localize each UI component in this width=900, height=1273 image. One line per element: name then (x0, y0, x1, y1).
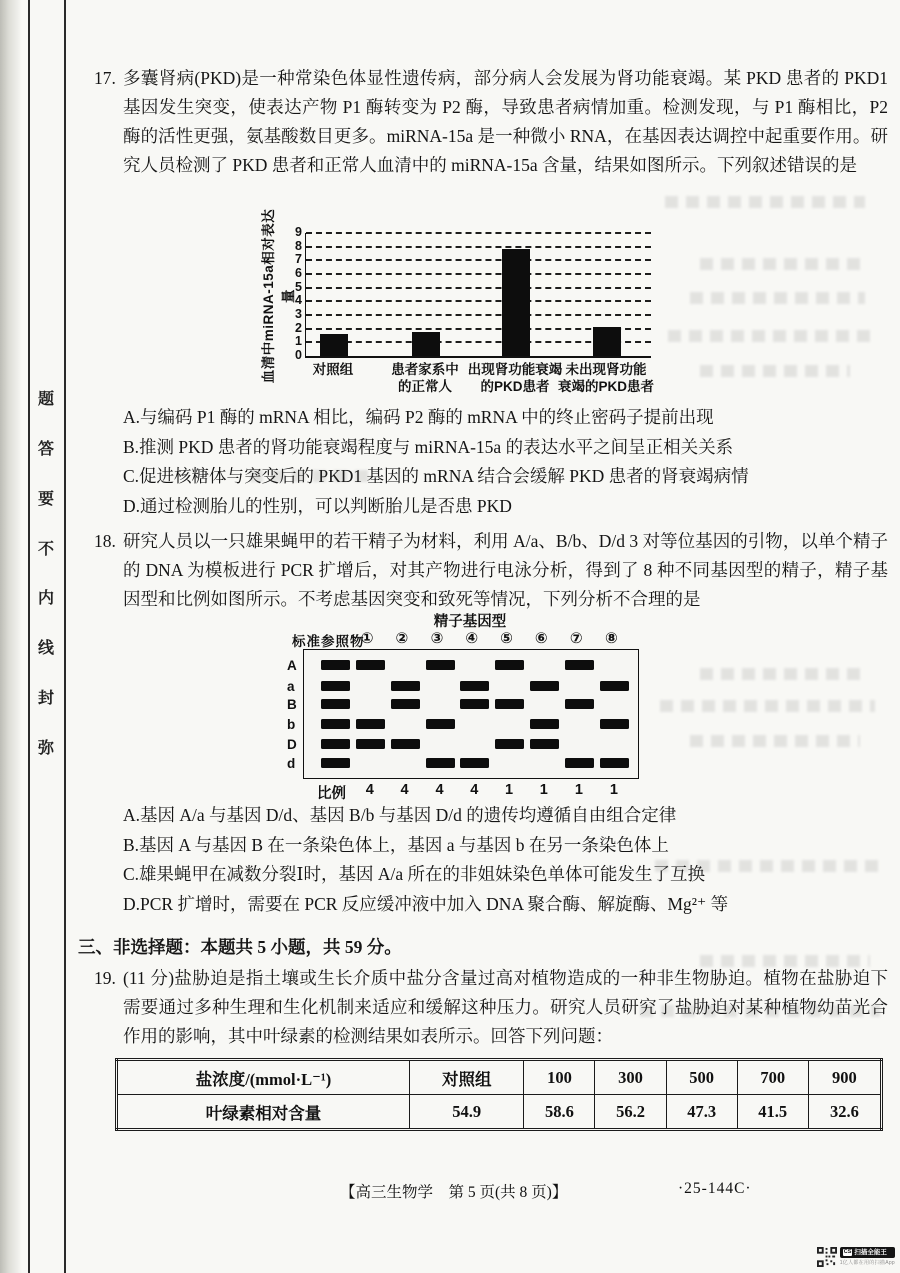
gel-row-labels (287, 649, 301, 777)
salt-concentration-row (117, 1060, 882, 1095)
question-17 (88, 64, 888, 180)
gel-lane-label: ② (395, 630, 409, 647)
chart-y-tick: 6 (295, 266, 302, 280)
chart-category-line: 的正常人 (398, 378, 452, 394)
scan-shadow-edge (0, 0, 22, 1273)
chart-bar (412, 332, 440, 356)
chart-bar (593, 327, 621, 356)
seal-char: 题 (37, 391, 54, 408)
bleedthrough-smudge (665, 196, 865, 208)
footer-paper-code: ·25-144C· (678, 1180, 752, 1197)
gel-ratio-value: 4 (435, 782, 444, 798)
gel-ratio-label: 比例 (317, 786, 346, 802)
salt-concentration-cell: 对照组 (410, 1060, 524, 1095)
chart-category-line: 未出现肾功能 (565, 362, 647, 377)
chart-y-tick: 5 (295, 279, 302, 294)
option-item: B.推测 PKD 患者的肾功能衰竭程度与 miRNA-15a 的表达水平之间呈正相关关系 (123, 436, 734, 457)
gel-lane-label: ⑥ (534, 630, 548, 647)
chlorophyll-cell: 41.5 (737, 1095, 808, 1130)
salt-concentration-cell: 700 (737, 1060, 808, 1095)
gel-band (356, 660, 385, 670)
chart-bar (320, 334, 348, 356)
gel-row-label: b (287, 717, 296, 733)
gel-band (426, 719, 455, 729)
bleedthrough-smudge (700, 365, 850, 377)
bleedthrough-smudge (700, 955, 870, 967)
chart-y-tick: 3 (295, 307, 302, 321)
option-item: A.基因 A/a 与基因 D/d、基因 B/b 与基因 D/d 的遗传均遵循自由组合定律 (123, 805, 677, 825)
question-17-stem (88, 64, 888, 180)
camscanner-badge (840, 1247, 895, 1258)
qr-code-icon (817, 1247, 837, 1267)
question-17-text: 多囊肾病(PKD)是一种常染色体显性遗传病，部分病人会发展为肾功能衰竭。某 PKD 患者的 PKD1 基因发生突变，使表达产物 P1 酶转变为 P2 酶，导致患者病情加重。检测发现，与 P1 酶相比，P2 酶的活性更强，氨基酸数目更多。miRNA-15a 是一种微小 RNA，在基因表达调控中起重要作用。研究人员检测了 PKD 患者和正常人血清中的 miRNA-15a 含量，结果如图所示。下列叙述错误的是 (123, 68, 888, 175)
option-item: C.雄果蝇甲在减数分裂Ⅰ时，基因 A/a 所在的非姐妹染色单体可能发生了互换 (123, 864, 705, 884)
gel-row-label: a (287, 678, 295, 694)
gel-band (391, 699, 420, 709)
gel-band (495, 699, 524, 709)
chart-bar (502, 249, 530, 356)
chart-y-tick: 7 (295, 252, 302, 267)
chart-gridline (306, 246, 651, 248)
bleedthrough-smudge (640, 1005, 880, 1017)
question-17-options (88, 403, 888, 521)
gel-band (321, 758, 350, 768)
chlorophyll-cell: 叶绿素相对含量 (117, 1095, 410, 1130)
gel-band (565, 660, 594, 670)
question-18-number: 18. (94, 531, 116, 551)
chlorophyll-cell: 58.6 (524, 1095, 595, 1130)
chart-gridline (306, 314, 651, 316)
question-19-text: (11 分)盐胁迫是指土壤或生长介质中盐分含量过高对植物造成的一种非生物胁迫。植物在盐胁迫下需要通过多种生理和生化机制来适应和缓解这种压力。研究人员研究了盐胁迫对某种植物幼苗光合作用的影响，其中叶绿素的检测结果如表所示。回答下列问题： (123, 968, 888, 1046)
gel-band (321, 681, 350, 691)
seal-char: 不 (37, 540, 54, 558)
chart-category-line: 患者家系中 (391, 362, 459, 377)
chart-y-tick: 8 (295, 238, 302, 253)
gel-band (391, 739, 420, 749)
chart-gridline (306, 232, 651, 234)
gel-band (321, 699, 350, 709)
gel-band (530, 719, 559, 729)
seal-char: 内 (37, 590, 54, 608)
gel-band (530, 681, 559, 691)
gel-band (600, 719, 629, 729)
gel-band (321, 739, 350, 749)
gel-ratio-value: 4 (365, 782, 374, 798)
seal-line-left (28, 0, 30, 1273)
chart-y-tick: 0 (295, 348, 302, 362)
chart-y-tick: 9 (295, 225, 302, 239)
salt-concentration-cell: 900 (808, 1060, 881, 1095)
chart-y-tick: 4 (295, 293, 302, 308)
option-item: C.促进核糖体与突变后的 PKD1 基因的 mRNA 结合会缓解 PKD 患者的肾衰竭病情 (123, 466, 749, 486)
seal-char: 弥 (37, 739, 54, 757)
gel-band (495, 739, 524, 749)
gel-band (460, 699, 489, 709)
gel-lane-label: ⑧ (604, 630, 618, 647)
chart-gridline (306, 259, 651, 261)
bleedthrough-smudge (655, 860, 880, 872)
chart-y-tick: 2 (295, 320, 302, 335)
gel-band (495, 660, 524, 670)
chart-category-line: 出现肾功能衰竭 (467, 362, 563, 377)
gel-electrophoresis-diagram (285, 610, 655, 806)
gel-box (303, 649, 639, 779)
gel-row-label: A (287, 658, 297, 674)
gel-band (530, 739, 559, 749)
seal-line-right (64, 0, 66, 1273)
mirna-bar-chart (250, 208, 700, 404)
chart-category-line: 的PKD患者 (480, 378, 550, 394)
scanner-watermark (817, 1247, 895, 1267)
gel-lane-label: ④ (465, 630, 479, 647)
salt-concentration-cell: 100 (524, 1060, 595, 1095)
gel-ratio-value: 1 (609, 782, 618, 798)
gel-band (321, 660, 350, 670)
gel-lane-label: ⑤ (500, 630, 513, 647)
gel-band (460, 758, 489, 768)
question-17-number: 17. (94, 68, 116, 88)
gel-band (426, 660, 455, 670)
gel-title: 精子基因型 (433, 614, 507, 630)
seal-text-column (33, 386, 59, 758)
chart-y-tick: 1 (295, 334, 302, 349)
gel-ratio-row (303, 782, 637, 800)
chart-plot-area (295, 225, 651, 362)
chlorophyll-table (115, 1058, 883, 1131)
gel-ratio-value: 1 (574, 782, 583, 798)
gel-ratio-value: 4 (400, 782, 409, 798)
gel-band (600, 681, 629, 691)
gel-reference-label: 标准参照物 (292, 634, 365, 649)
bleedthrough-smudge (690, 292, 865, 304)
chart-category-label (551, 362, 661, 395)
seal-char: 答 (37, 440, 54, 458)
option-item: A.与编码 P1 酶的 mRNA 相比，编码 P2 酶的 mRNA 中的终止密码子提前出现 (123, 407, 714, 427)
question-19-number: 19. (94, 968, 116, 988)
section-3-heading: 三、非选择题：本题共 5 小题，共 59 分。 (78, 937, 402, 957)
chart-y-axis-label: 血清中miRNA-15a相对表达量 (261, 208, 296, 384)
question-18-stem (88, 527, 888, 614)
seal-char: 线 (37, 640, 54, 658)
gel-band (565, 699, 594, 709)
bleedthrough-smudge (250, 470, 370, 482)
question-18 (88, 527, 888, 614)
option-item: B.基因 A 与基因 B 在一条染色体上，基因 a 与基因 b 在另一条染色体上 (123, 834, 669, 855)
gel-ratio-value: 1 (539, 782, 548, 798)
gel-row-label: D (287, 736, 297, 752)
bleedthrough-smudge (660, 700, 875, 712)
gel-band (391, 681, 420, 691)
option-item: D.PCR 扩增时，需要在 PCR 反应缓冲液中加入 DNA 聚合酶、解旋酶、Mg²⁺ 等 (123, 893, 729, 914)
bleedthrough-smudge (700, 258, 865, 270)
chart-category-line: 衰竭的PKD患者 (557, 378, 654, 394)
gel-band (426, 758, 455, 768)
chlorophyll-cell: 32.6 (808, 1095, 881, 1130)
chlorophyll-cell: 47.3 (666, 1095, 737, 1130)
gel-row-label: d (287, 756, 296, 772)
gel-band (460, 681, 489, 691)
seal-char: 封 (37, 690, 54, 708)
gel-band (356, 739, 385, 749)
question-17-options-block (88, 403, 888, 521)
camscanner-badge-text: 扫描全能王 (854, 1249, 887, 1256)
chart-gridline (306, 273, 651, 275)
salt-concentration-cell: 盐浓度/(mmol·L⁻¹) (117, 1060, 410, 1095)
chlorophyll-cell: 56.2 (595, 1095, 666, 1130)
gel-lane-label: ③ (430, 630, 444, 647)
gel-ratio-value: 4 (470, 782, 479, 798)
gel-row-label: B (287, 696, 297, 712)
gel-lane-label: ⑦ (569, 630, 583, 647)
gel-band (565, 758, 594, 768)
gel-ratio-value: 1 (505, 782, 514, 798)
seal-char: 要 (37, 490, 54, 508)
gel-band (356, 719, 385, 729)
gel-band (321, 719, 350, 729)
question-18-text: 研究人员以一只雄果蝇甲的若干精子为材料，利用 A/a、B/b、D/d 3 对等位基因的引物，以单个精子的 DNA 为模板进行 PCR 扩增后，对其产物进行电泳分析，得到了 8 种不同基因型的精子，精子基因型和比例如图所示。不考虑基因突变和致死等情况，下列分析不合理的是 (123, 531, 888, 609)
chlorophyll-cell: 54.9 (410, 1095, 524, 1130)
option-item: D.通过检测胎儿的性别，可以判断胎儿是否患 PKD (123, 495, 512, 516)
bleedthrough-smudge (700, 668, 860, 680)
chlorophyll-row (117, 1095, 882, 1130)
gel-lane-label: ① (360, 630, 374, 647)
camscanner-logo-icon: CS (843, 1249, 852, 1255)
salt-concentration-cell: 500 (666, 1060, 737, 1095)
gel-lane-header (292, 629, 637, 649)
salt-concentration-cell: 300 (595, 1060, 666, 1095)
camscanner-tagline: 1亿人都在用的扫描App (839, 1260, 895, 1266)
bleedthrough-smudge (668, 330, 878, 342)
chart-gridline (306, 287, 651, 289)
chart-gridline (306, 300, 651, 302)
chart-category-line: 对照组 (312, 362, 354, 377)
bleedthrough-smudge (690, 735, 860, 747)
gel-band (600, 758, 629, 768)
page-footer (0, 1180, 900, 1202)
footer-subject-page: 【高三生物学 第 5 页(共 8 页)】 (340, 1184, 568, 1201)
